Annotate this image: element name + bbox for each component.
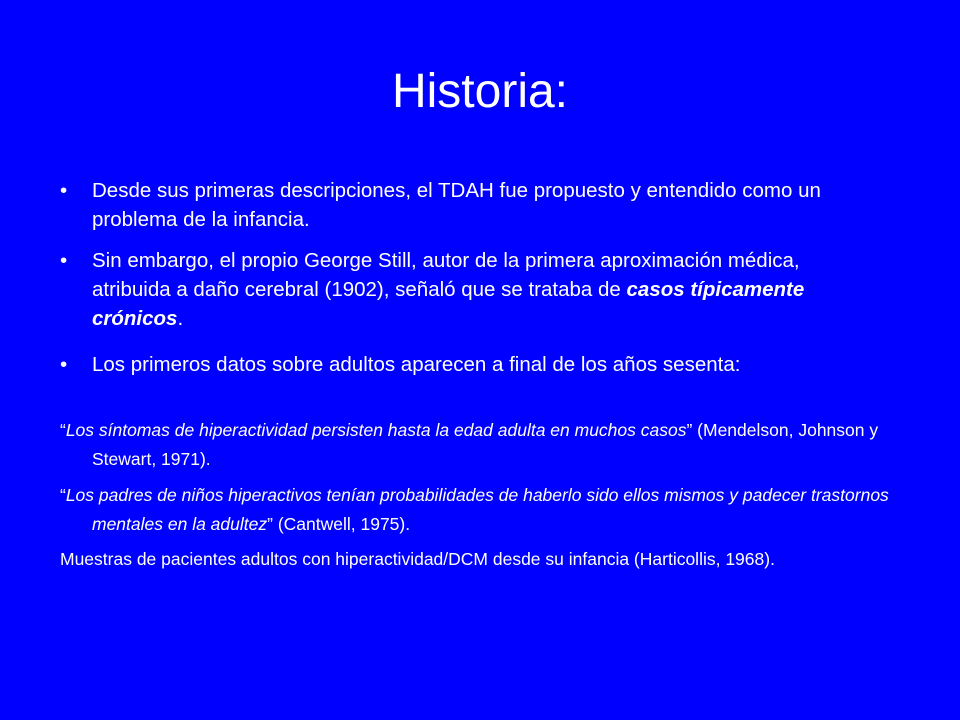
bullet-text: Los primeros datos sobre adultos aparecen a final de los años sesenta:: [92, 353, 741, 376]
quote-text: Los padres de niños hiperactivos tenían probabilidades de haberlo sido ellos mismos y padecer trastornos mentales en la adultez: [65, 485, 889, 534]
quote-citation: ” (Cantwell, 1975).: [267, 514, 411, 534]
bullet-marker: •: [60, 179, 68, 202]
bullet-emphasis: casos típicamente crónicos: [92, 278, 805, 330]
bullet-item-1: [60, 176, 880, 234]
quote-2: [60, 481, 912, 539]
bullet-text-end: .: [177, 307, 184, 330]
bullet-text: Desde sus primeras descripciones, el TDAH fue propuesto y entendido como un problema de la infancia.: [92, 179, 821, 231]
bullet-item-3: [60, 350, 880, 379]
quote-open-mark: “: [60, 420, 66, 440]
bullet-text-start: Sin embargo, el propio George Still, autor de la primera aproximación médica, atribuida a daño cerebral (1902), señaló que se trataba de: [92, 249, 800, 301]
quote-1: [60, 416, 912, 474]
slide-title: Historia:: [391, 65, 569, 118]
note-paragraph: Muestras de pacientes adultos con hiperactividad/DCM desde su infancia (Harticollis, 1968).: [60, 549, 775, 569]
bullet-marker: •: [60, 249, 68, 272]
bullet-item-2: [60, 246, 880, 333]
quote-open-mark: “: [60, 485, 66, 505]
bullet-marker: •: [60, 353, 68, 376]
quote-citation: ” (Mendelson, Johnson y Stewart, 1971).: [92, 420, 879, 469]
quote-text: Los síntomas de hiperactividad persisten hasta la edad adulta en muchos casos: [65, 420, 687, 440]
bullet-text: [92, 246, 880, 333]
